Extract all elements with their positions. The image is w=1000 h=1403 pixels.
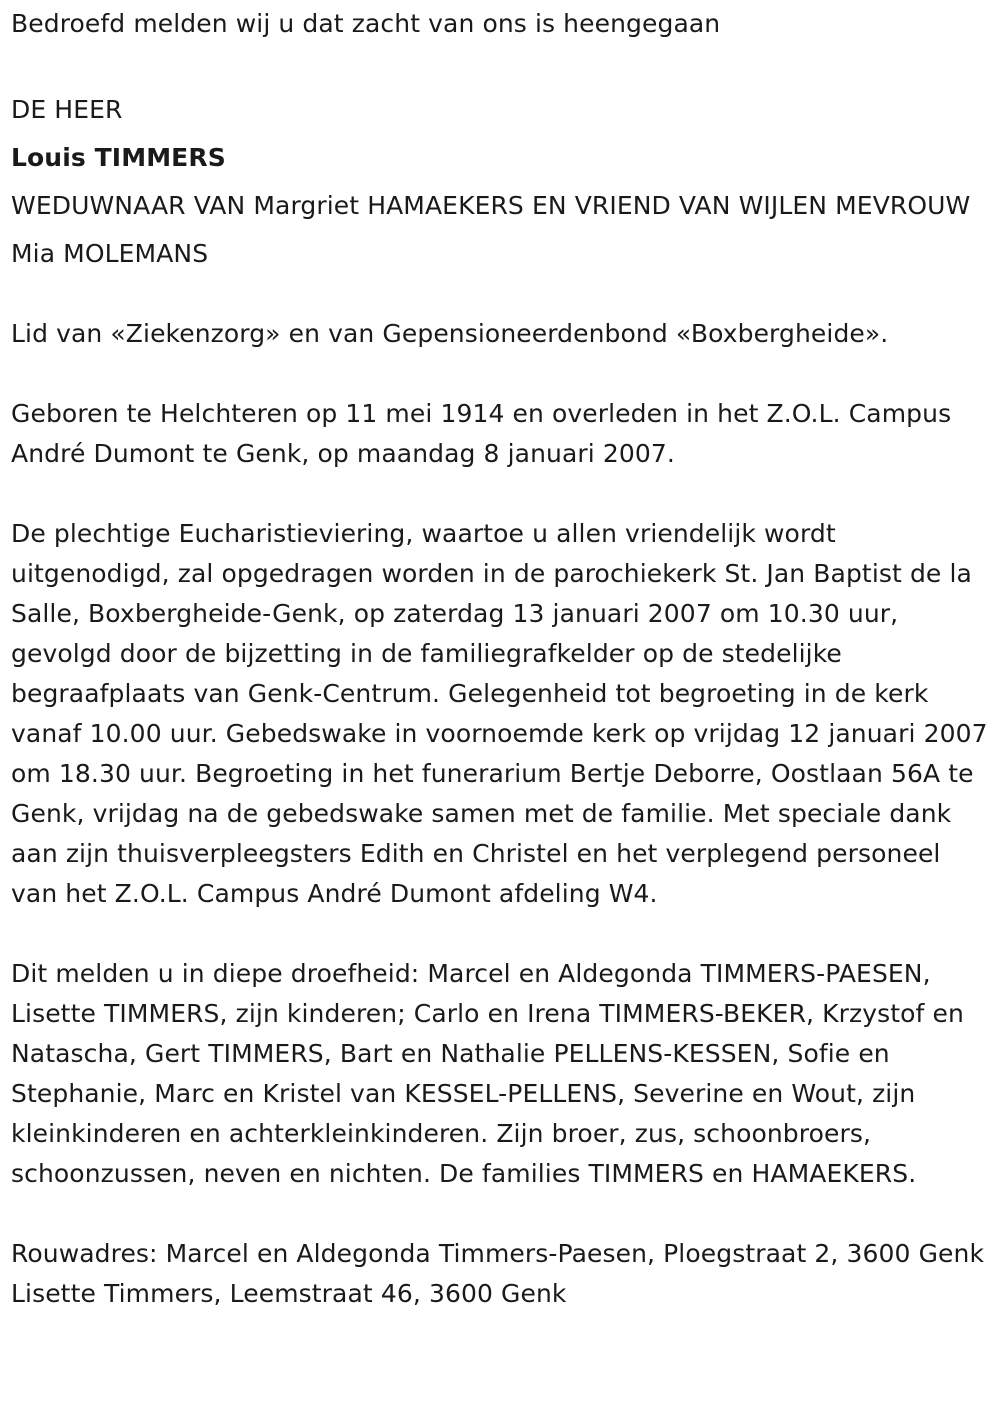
- deceased-name: Louis TIMMERS: [11, 143, 226, 172]
- family-paragraph: Dit melden u in diepe droefheid: Marcel en Aldegonda TIMMERS-PAESEN, Lisette TIMMERS, zijn kinderen; Carlo en Irena TIMMERS-BEKER, Krzystof en Natascha, Gert TIMMERS, Bart en Nathalie PELLENS-KESSEN, Sofie en Stephanie, Marc en Kristel van KESSEL-PELLENS, Severine en Wout, zijn kleinkinderen en achterkleinkinderen. Zijn broer, zus, schoonbroers, schoonzussen, neven en nichten. De families TIMMERS en HAMAEKERS.: [11, 959, 964, 1188]
- death-notice: [11, 0, 993, 1314]
- widower-line: WEDUWNAAR VAN Margriet HAMAEKERS EN VRIEND VAN WIJLEN MEVROUW: [11, 191, 971, 220]
- birth-death-paragraph: Geboren te Helchteren op 11 mei 1914 en overleden in het Z.O.L. Campus André Dumont te Genk, op maandag 8 januari 2007.: [11, 399, 952, 468]
- membership-paragraph: Lid van «Ziekenzorg» en van Gepensioneerdenbond «Boxbergheide».: [11, 319, 889, 348]
- address-paragraph: Rouwadres: Marcel en Aldegonda Timmers-Paesen, Ploegstraat 2, 3600 Genk Lisette Timmers, Leemstraat 46, 3600 Genk: [11, 1239, 985, 1308]
- honorific-title: DE HEER: [11, 95, 123, 124]
- intro-line: Bedroefd melden wij u dat zacht van ons is heengegaan: [11, 9, 721, 38]
- ceremony-paragraph: De plechtige Eucharistieviering, waartoe u allen vriendelijk wordt uitgenodigd, zal opgedragen worden in de parochiekerk St. Jan Baptist de la Salle, Boxbergheide-Genk, op zaterdag 13 januari 2007 om 10.30 uur, gevolgd door de bijzetting in de familiegrafkelder op de stedelijke begraafplaats van Genk-Centrum. Gelegenheid tot begroeting in de kerk vanaf 10.00 uur. Gebedswake in voornoemde kerk op vrijdag 12 januari 2007 om 18.30 uur. Begroeting in het funerarium Bertje Deborre, Oostlaan 56A te Genk, vrijdag na de gebedswake samen met de familie. Met speciale dank aan zijn thuisverpleegsters Edith en Christel en het verplegend personeel van het Z.O.L. Campus André Dumont afdeling W4.: [11, 519, 988, 908]
- friend-name: Mia MOLEMANS: [11, 239, 209, 268]
